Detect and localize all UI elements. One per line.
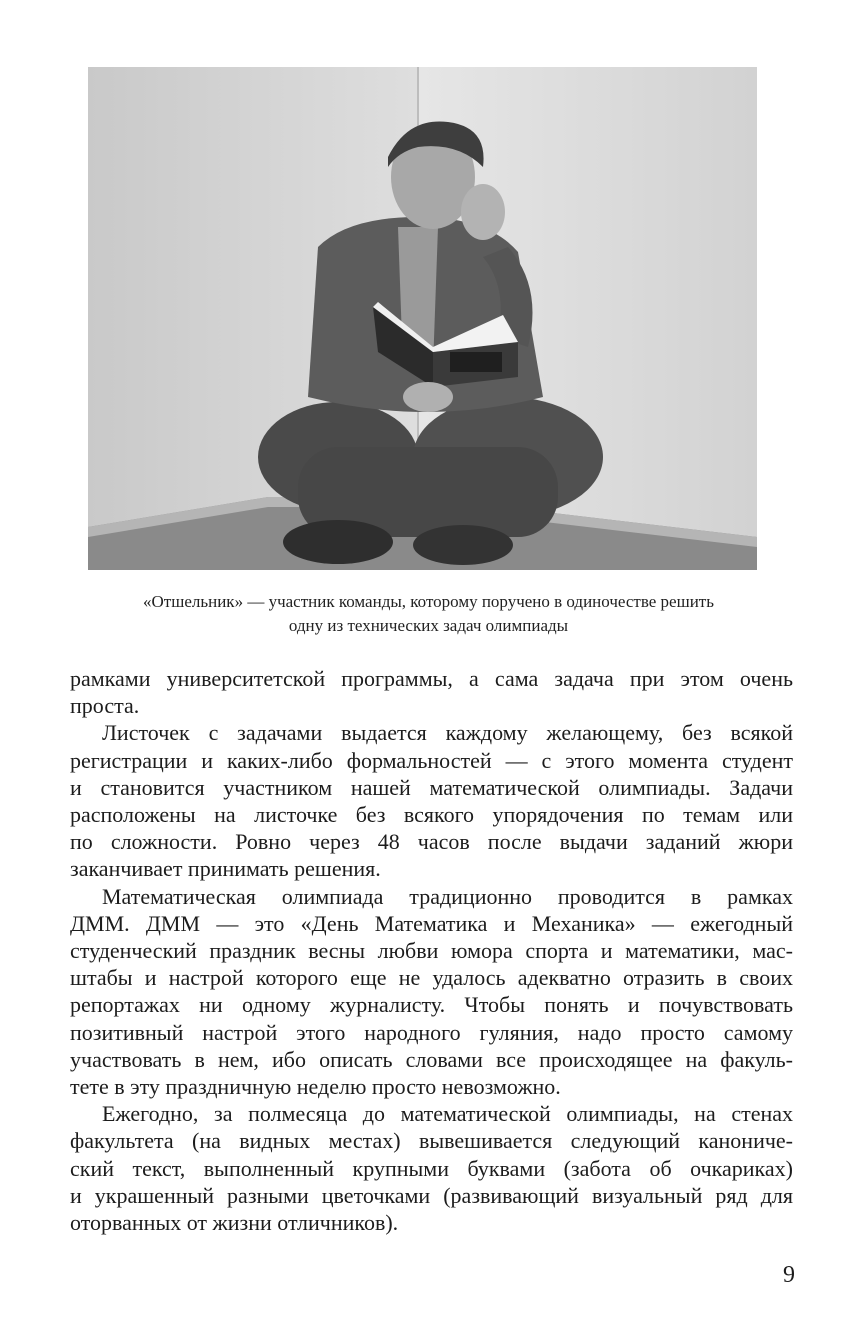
caption-line-2: одну из технических задач олимпиады [288,616,569,635]
text-line: по сложности. Ровно через 48 часов после выдачи заданий жюри [70,829,793,855]
text-line: тете в эту праздничную неделю просто невозможно. [70,1074,561,1100]
caption-line-1: «Отшельник» — участник команды, которому поручено в одиночестве решить [143,592,714,611]
page-number: 9 [783,1262,795,1288]
text-line: регистрации и каких-либо формальностей — с этого момента студент [70,747,793,773]
text-line: Ежегодно, за полмесяца до математической олимпиады, на стенах [102,1101,793,1127]
body-text [70,665,793,1236]
text-line: рамками университетской программы, а сама задача при этом очень [70,666,793,691]
paragraph-4 [70,1100,793,1236]
photo-student-reading [88,67,757,570]
paragraph-2 [70,719,793,882]
paragraph-3 [70,883,793,1101]
text-line: студенческий праздник весны любви юмора спорта и математики, мас- [70,938,793,964]
text-line: и становится участником нашей математической олимпиады. Задачи [70,774,793,800]
photo-caption [60,590,797,638]
text-line: штабы и настрой которого еще не удалось адекватно отразить в своих [70,965,793,991]
text-line: и украшенный разными цветочками (развивающий визуальный ряд для [70,1182,793,1208]
paragraph-1 [70,665,793,719]
text-line: ДММ. ДММ — это «День Математика и Механика» — ежегодный [70,910,793,936]
text-line: участвовать в нем, ибо описать словами все происходящее на факуль- [70,1046,793,1072]
text-line: расположены на листочке без всякого упорядочения по темам или [70,802,793,828]
text-line: позитивный настрой этого народного гуляния, надо просто самому [70,1019,793,1045]
text-line: проста. [70,693,140,719]
text-line: Математическая олимпиада традиционно проводится в рамках [102,883,793,909]
text-line: Листочек с задачами выдается каждому желающему, без всякой [102,720,793,746]
text-line: ский текст, выполненный крупными буквами (забота об очкариках) [70,1155,793,1181]
text-line: факультета (на видных местах) вывешивается следующий канониче- [70,1128,793,1154]
text-line: репортажах ни одному журналисту. Чтобы понять и почувствовать [70,992,793,1018]
photo-illustration [88,67,757,570]
text-line: оторванных от жизни отличников). [70,1210,399,1236]
text-line: заканчивает принимать решения. [70,856,381,882]
